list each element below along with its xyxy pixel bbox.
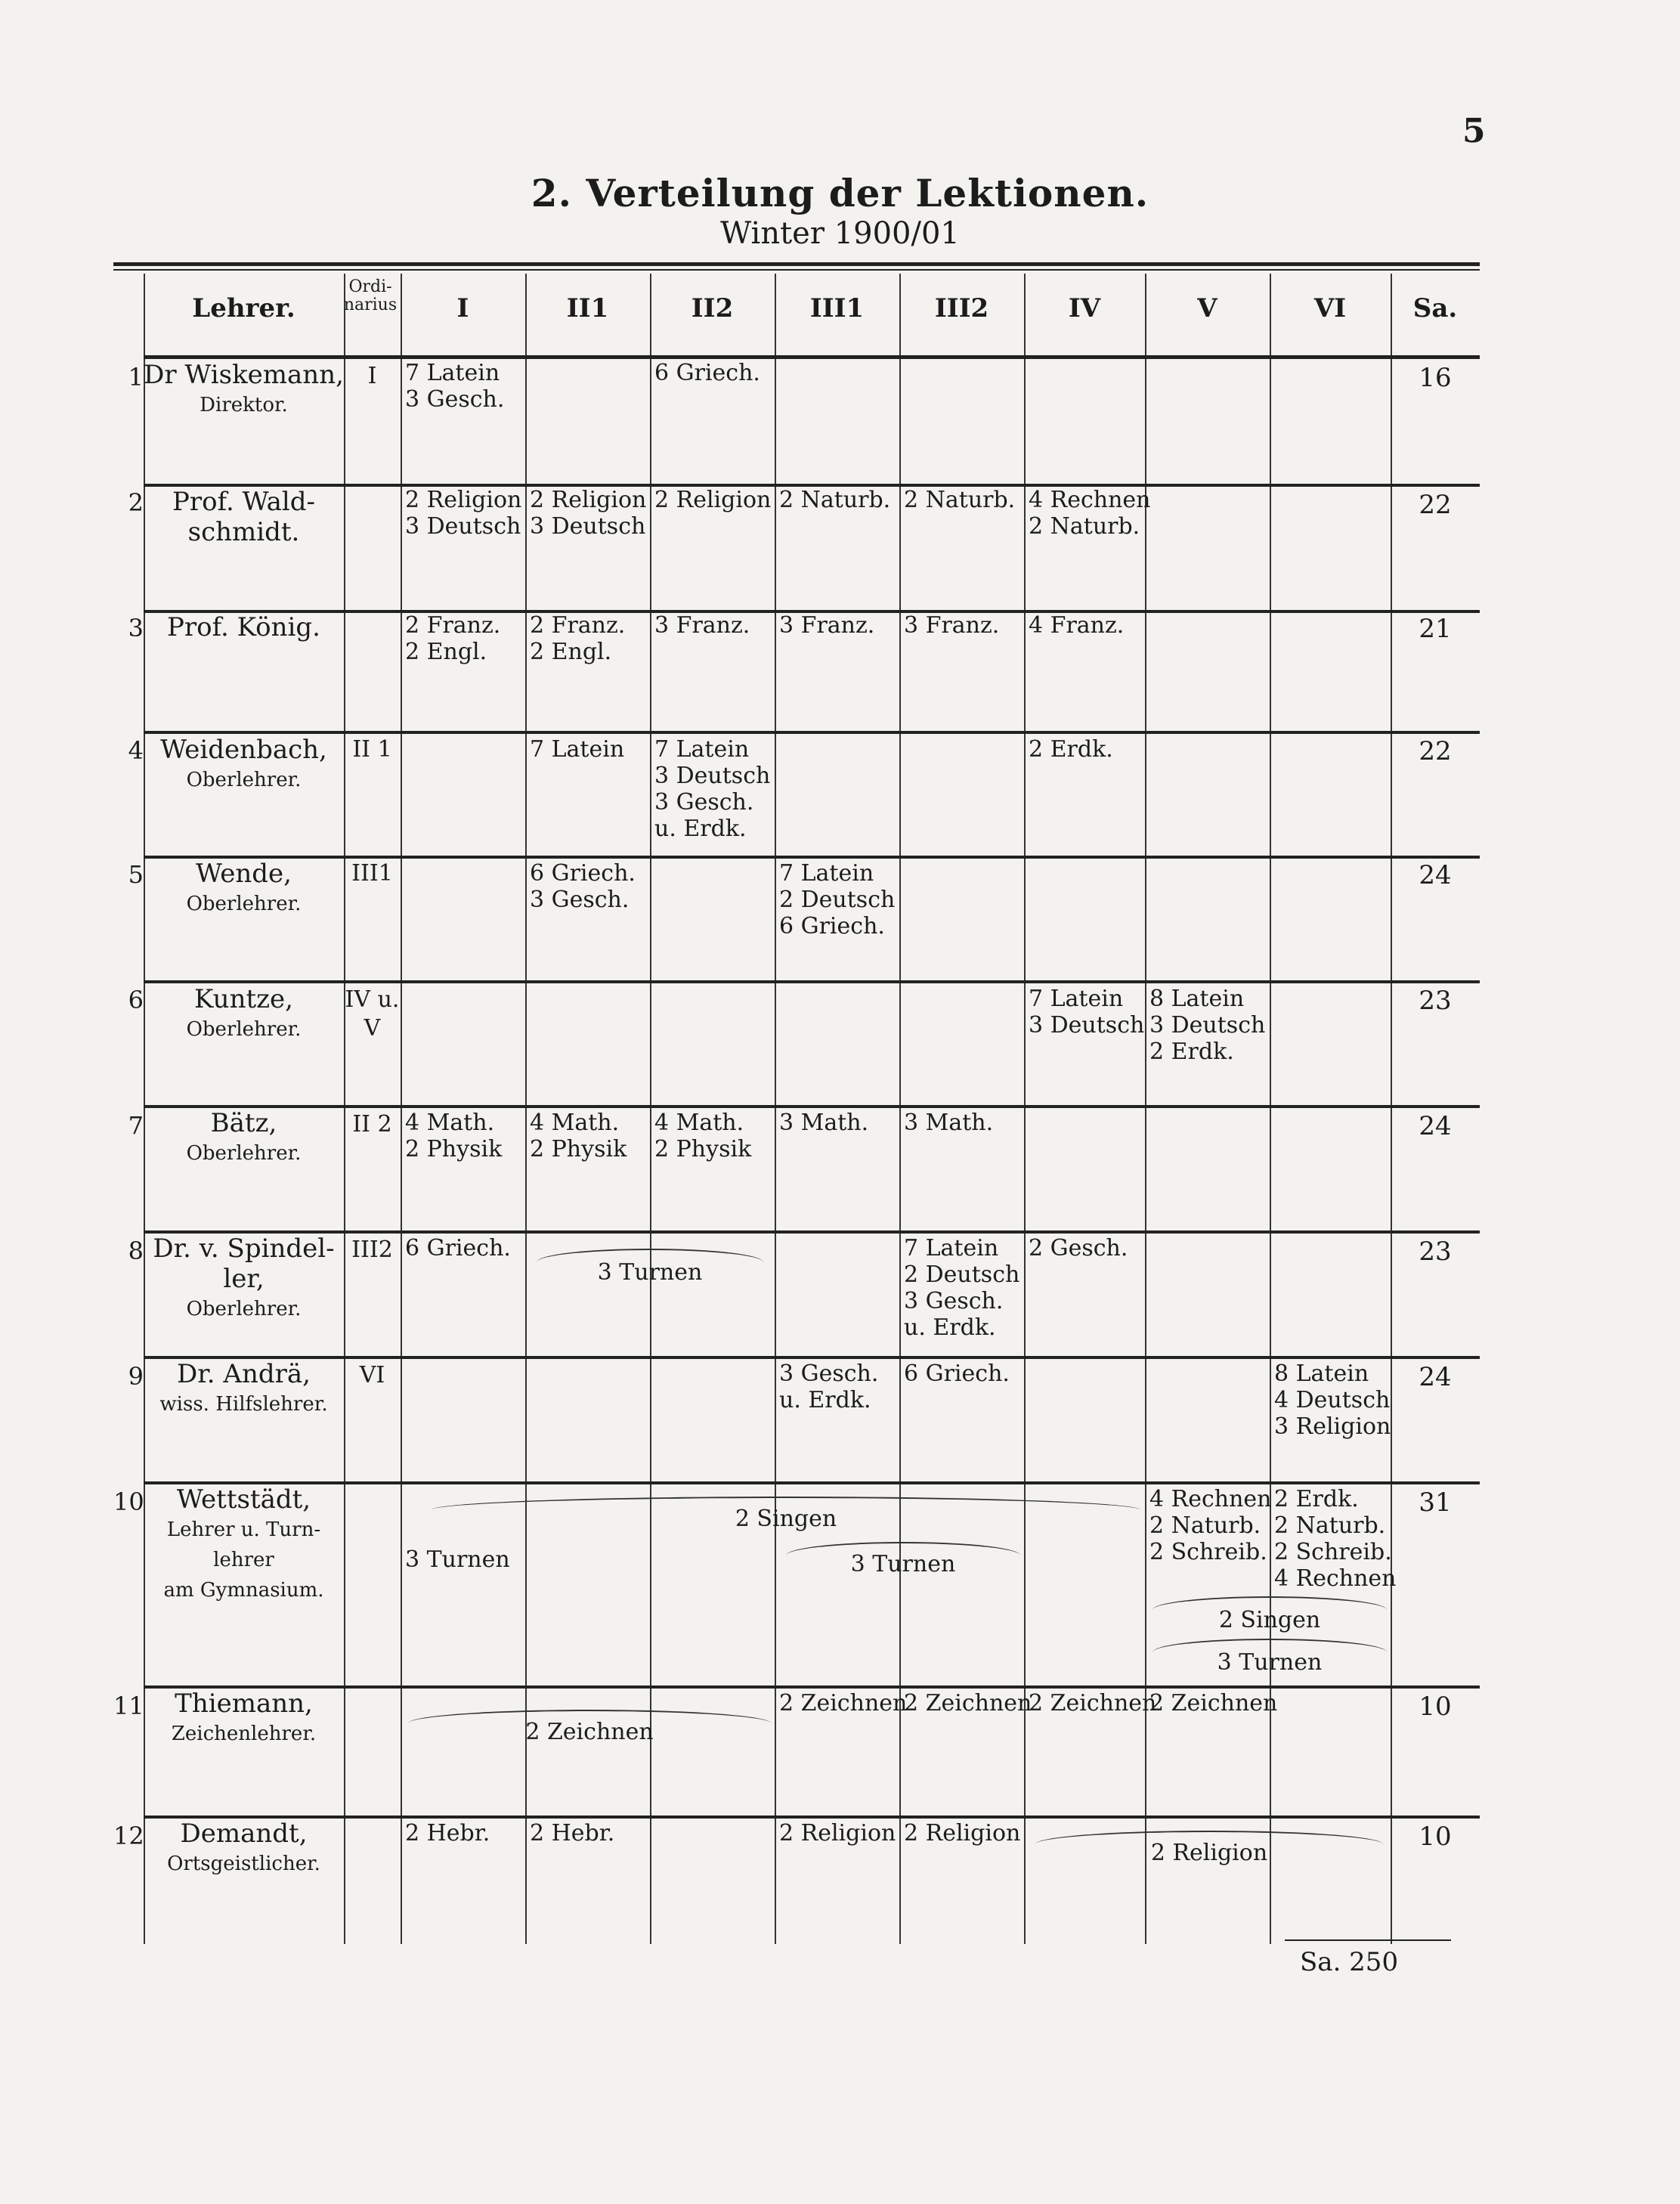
row-sum: 10	[1419, 1822, 1452, 1852]
teacher-role: wiss. Hilfslehrer.	[159, 1393, 328, 1416]
teacher-role-cont: lehrer	[213, 1549, 274, 1571]
teacher-name: Dr Wiskemann,	[144, 360, 344, 390]
lesson-cell: 8 Latein 3 Deutsch 2 Erdk.	[1149, 986, 1266, 1065]
lesson-cell: 2 Hebr.	[530, 1820, 615, 1846]
ordinarius-cell: IV u. V	[345, 986, 400, 1042]
row-rule	[144, 1230, 1480, 1234]
row-sum: 22	[1419, 736, 1452, 766]
header-class-IV: IV	[1068, 293, 1101, 323]
lesson-cell: 2 Naturb.	[779, 487, 891, 513]
lesson-cell: 2 Franz. 2 Engl.	[405, 612, 501, 665]
lesson-cell: 6 Griech. 3 Gesch.	[530, 860, 636, 913]
row-number: 8	[128, 1237, 144, 1265]
span-lesson: 2 Religion	[1150, 1840, 1268, 1866]
header-class-III2: III2	[934, 293, 989, 323]
span-lesson: 2 Singen	[1218, 1607, 1321, 1633]
span-lesson: 3 Turnen	[850, 1551, 956, 1577]
header-sum: Sa.	[1412, 293, 1458, 323]
column-divider	[344, 274, 345, 1944]
top-rule-thin	[113, 269, 1480, 271]
teacher-name: Kuntze,	[194, 984, 293, 1014]
header-class-III1: III1	[809, 293, 865, 323]
row-number: 11	[113, 1692, 144, 1720]
row-sum: 16	[1419, 363, 1452, 393]
teacher-role: Oberlehrer.	[186, 1298, 302, 1320]
lesson-cell: 4 Rechnen 2 Naturb. 2 Schreib.	[1149, 1486, 1272, 1565]
teacher-role: Oberlehrer.	[186, 1142, 302, 1165]
lesson-cell: 2 Erdk. 2 Naturb. 2 Schreib. 4 Rechnen	[1274, 1486, 1397, 1592]
ordinarius-cell: III1	[351, 860, 393, 887]
teacher-name: Prof. König.	[167, 612, 320, 642]
teacher-name-cont: ler,	[223, 1264, 265, 1294]
teacher-cell	[144, 1689, 344, 1749]
teacher-cell	[144, 1819, 344, 1879]
column-divider	[650, 274, 651, 1944]
header-teacher: Lehrer.	[192, 293, 295, 323]
teacher-name: Thiemann,	[175, 1689, 313, 1719]
lesson-cell: 7 Latein 2 Deutsch 6 Griech.	[779, 860, 896, 939]
lesson-cell: 2 Zeichnen	[904, 1690, 1032, 1716]
lesson-cell: 7 Latein 3 Deutsch 3 Gesch. u. Erdk.	[654, 736, 771, 842]
lesson-cell: 3 Franz.	[654, 612, 750, 639]
lesson-cell: 3 Math.	[904, 1110, 994, 1136]
row-sum: 24	[1419, 1111, 1452, 1141]
page-title: 2. Verteilung der Lektionen.	[531, 171, 1149, 215]
lesson-cell: 2 Zeichnen	[1149, 1690, 1278, 1716]
teacher-name: Prof. Wald-	[172, 487, 315, 517]
lesson-cell: 2 Religion 3 Deutsch	[530, 487, 647, 540]
ordinarius-cell: II 2	[352, 1111, 392, 1138]
teacher-role: Lehrer u. Turn-	[166, 1518, 321, 1541]
top-rule	[113, 262, 1480, 266]
teacher-role: Oberlehrer.	[186, 769, 302, 791]
row-number: 6	[128, 986, 144, 1014]
span-lesson: 2 Zeichnen	[525, 1719, 654, 1745]
teacher-name-cont: schmidt.	[187, 517, 300, 547]
lesson-cell: 2 Religion 3 Deutsch	[405, 487, 522, 540]
teacher-name: Dr. Andrä,	[177, 1359, 311, 1389]
column-divider	[775, 274, 776, 1944]
lesson-cell: 3 Math.	[779, 1110, 869, 1136]
teacher-role: Ortsgeistlicher.	[167, 1853, 320, 1875]
row-number: 10	[113, 1487, 144, 1516]
ordinarius-cell: III2	[351, 1237, 393, 1263]
ordinarius-cell: VI	[359, 1362, 385, 1388]
lesson-cell: 3 Franz.	[904, 612, 1000, 639]
teacher-cell	[144, 612, 344, 642]
header-class-II2: II2	[691, 293, 734, 323]
teacher-name: Demandt,	[180, 1819, 308, 1849]
row-sum: 23	[1419, 986, 1452, 1016]
ordinarius-cell: I	[367, 363, 377, 389]
lesson-cell: 2 Hebr.	[405, 1820, 490, 1846]
row-rule	[144, 1481, 1480, 1484]
row-rule	[144, 1356, 1480, 1359]
teacher-cell	[144, 735, 344, 795]
lesson-cell: 2 Erdk.	[1029, 736, 1113, 763]
lesson-cell: 6 Griech.	[654, 360, 760, 386]
teacher-cell	[144, 1108, 344, 1169]
teacher-cell	[144, 1484, 344, 1605]
lesson-cell: 2 Franz. 2 Engl.	[530, 612, 626, 665]
teacher-name: Weidenbach,	[160, 735, 327, 765]
row-rule	[144, 980, 1480, 983]
lesson-cell: 4 Rechnen 2 Naturb.	[1029, 487, 1151, 540]
lesson-cell: 3 Franz.	[779, 612, 875, 639]
teacher-cell	[144, 984, 344, 1045]
header-rule	[144, 355, 1480, 359]
teacher-name: Wettstädt,	[176, 1484, 311, 1515]
lesson-cell: 2 Zeichnen	[1029, 1690, 1157, 1716]
lesson-cell: 2 Naturb.	[904, 487, 1016, 513]
total-rule	[1285, 1939, 1451, 1941]
lesson-cell: 4 Math. 2 Physik	[530, 1110, 627, 1162]
page-subtitle: Winter 1900/01	[720, 216, 960, 251]
lesson-cell: 4 Franz.	[1029, 612, 1125, 639]
row-rule	[144, 731, 1480, 734]
lesson-cell: 4 Math. 2 Physik	[654, 1110, 752, 1162]
teacher-role: Oberlehrer.	[186, 893, 302, 915]
row-number: 9	[128, 1362, 144, 1391]
row-number: 7	[128, 1111, 144, 1140]
header-ordinarius: Ordi- narius	[343, 277, 398, 314]
teacher-cell	[144, 487, 344, 547]
row-sum: 31	[1419, 1487, 1452, 1518]
teacher-cell	[144, 360, 344, 420]
lesson-cell: 8 Latein 4 Deutsch 3 Religion	[1274, 1360, 1391, 1440]
column-divider	[525, 274, 527, 1944]
header-class-VI: VI	[1313, 293, 1347, 323]
teacher-role: Direktor.	[200, 394, 288, 416]
lesson-cell: 2 Zeichnen	[779, 1690, 908, 1716]
lesson-cell: 7 Latein 2 Deutsch 3 Gesch. u. Erdk.	[904, 1235, 1020, 1341]
teacher-role: Oberlehrer.	[186, 1018, 302, 1041]
row-number: 1	[128, 363, 144, 392]
teacher-name: Wende,	[196, 859, 292, 889]
lesson-cell: 2 Religion	[779, 1820, 896, 1846]
lesson-cell: 7 Latein	[530, 736, 625, 763]
lesson-cell: 3 Gesch. u. Erdk.	[779, 1360, 879, 1413]
header-class-V: V	[1197, 293, 1217, 323]
teacher-cell	[144, 1359, 344, 1419]
teacher-name: Bätz,	[210, 1108, 277, 1138]
span-lesson: 3 Turnen	[597, 1259, 703, 1286]
row-sum: 21	[1419, 614, 1452, 644]
lesson-distribution-table	[113, 274, 1480, 1944]
header-class-I: I	[456, 293, 469, 323]
row-sum: 24	[1419, 1362, 1452, 1392]
page-number: 5	[1462, 112, 1486, 150]
span-lesson: 3 Turnen	[1217, 1649, 1323, 1676]
teacher-role: Zeichenlehrer.	[171, 1723, 317, 1745]
teacher-cell	[144, 859, 344, 919]
lesson-cell: 2 Religion	[904, 1820, 1021, 1846]
teacher-role-cont: am Gymnasium.	[163, 1579, 324, 1602]
row-rule	[144, 1105, 1480, 1108]
lesson-cell: 6 Griech.	[904, 1360, 1010, 1387]
span-lesson: 2 Singen	[735, 1506, 837, 1532]
row-rule	[144, 856, 1480, 859]
row-rule	[144, 1816, 1480, 1819]
lesson-cell: 2 Gesch.	[1029, 1235, 1128, 1261]
row-number: 5	[128, 860, 144, 889]
lesson-cell: 7 Latein 3 Deutsch	[1029, 986, 1145, 1039]
grand-total: Sa. 250	[1300, 1947, 1399, 1977]
row-sum: 10	[1419, 1692, 1452, 1722]
lesson-cell: 3 Turnen	[405, 1546, 510, 1573]
row-number: 2	[128, 488, 144, 517]
teacher-cell	[144, 1234, 344, 1324]
row-number: 12	[113, 1822, 144, 1850]
column-divider	[401, 274, 402, 1944]
teacher-name: Dr. v. Spindel-	[153, 1234, 335, 1264]
lesson-cell: 7 Latein 3 Gesch.	[405, 360, 505, 413]
header-class-II1: II1	[566, 293, 609, 323]
row-number: 4	[128, 736, 144, 765]
row-number: 3	[128, 614, 144, 642]
row-sum: 24	[1419, 860, 1452, 890]
ordinarius-cell: II 1	[352, 736, 392, 763]
lesson-cell: 6 Griech.	[405, 1235, 511, 1261]
row-rule	[144, 1686, 1480, 1689]
row-sum: 23	[1419, 1237, 1452, 1267]
lesson-cell: 4 Math. 2 Physik	[405, 1110, 503, 1162]
row-sum: 22	[1419, 490, 1452, 520]
lesson-cell: 2 Religion	[654, 487, 772, 513]
